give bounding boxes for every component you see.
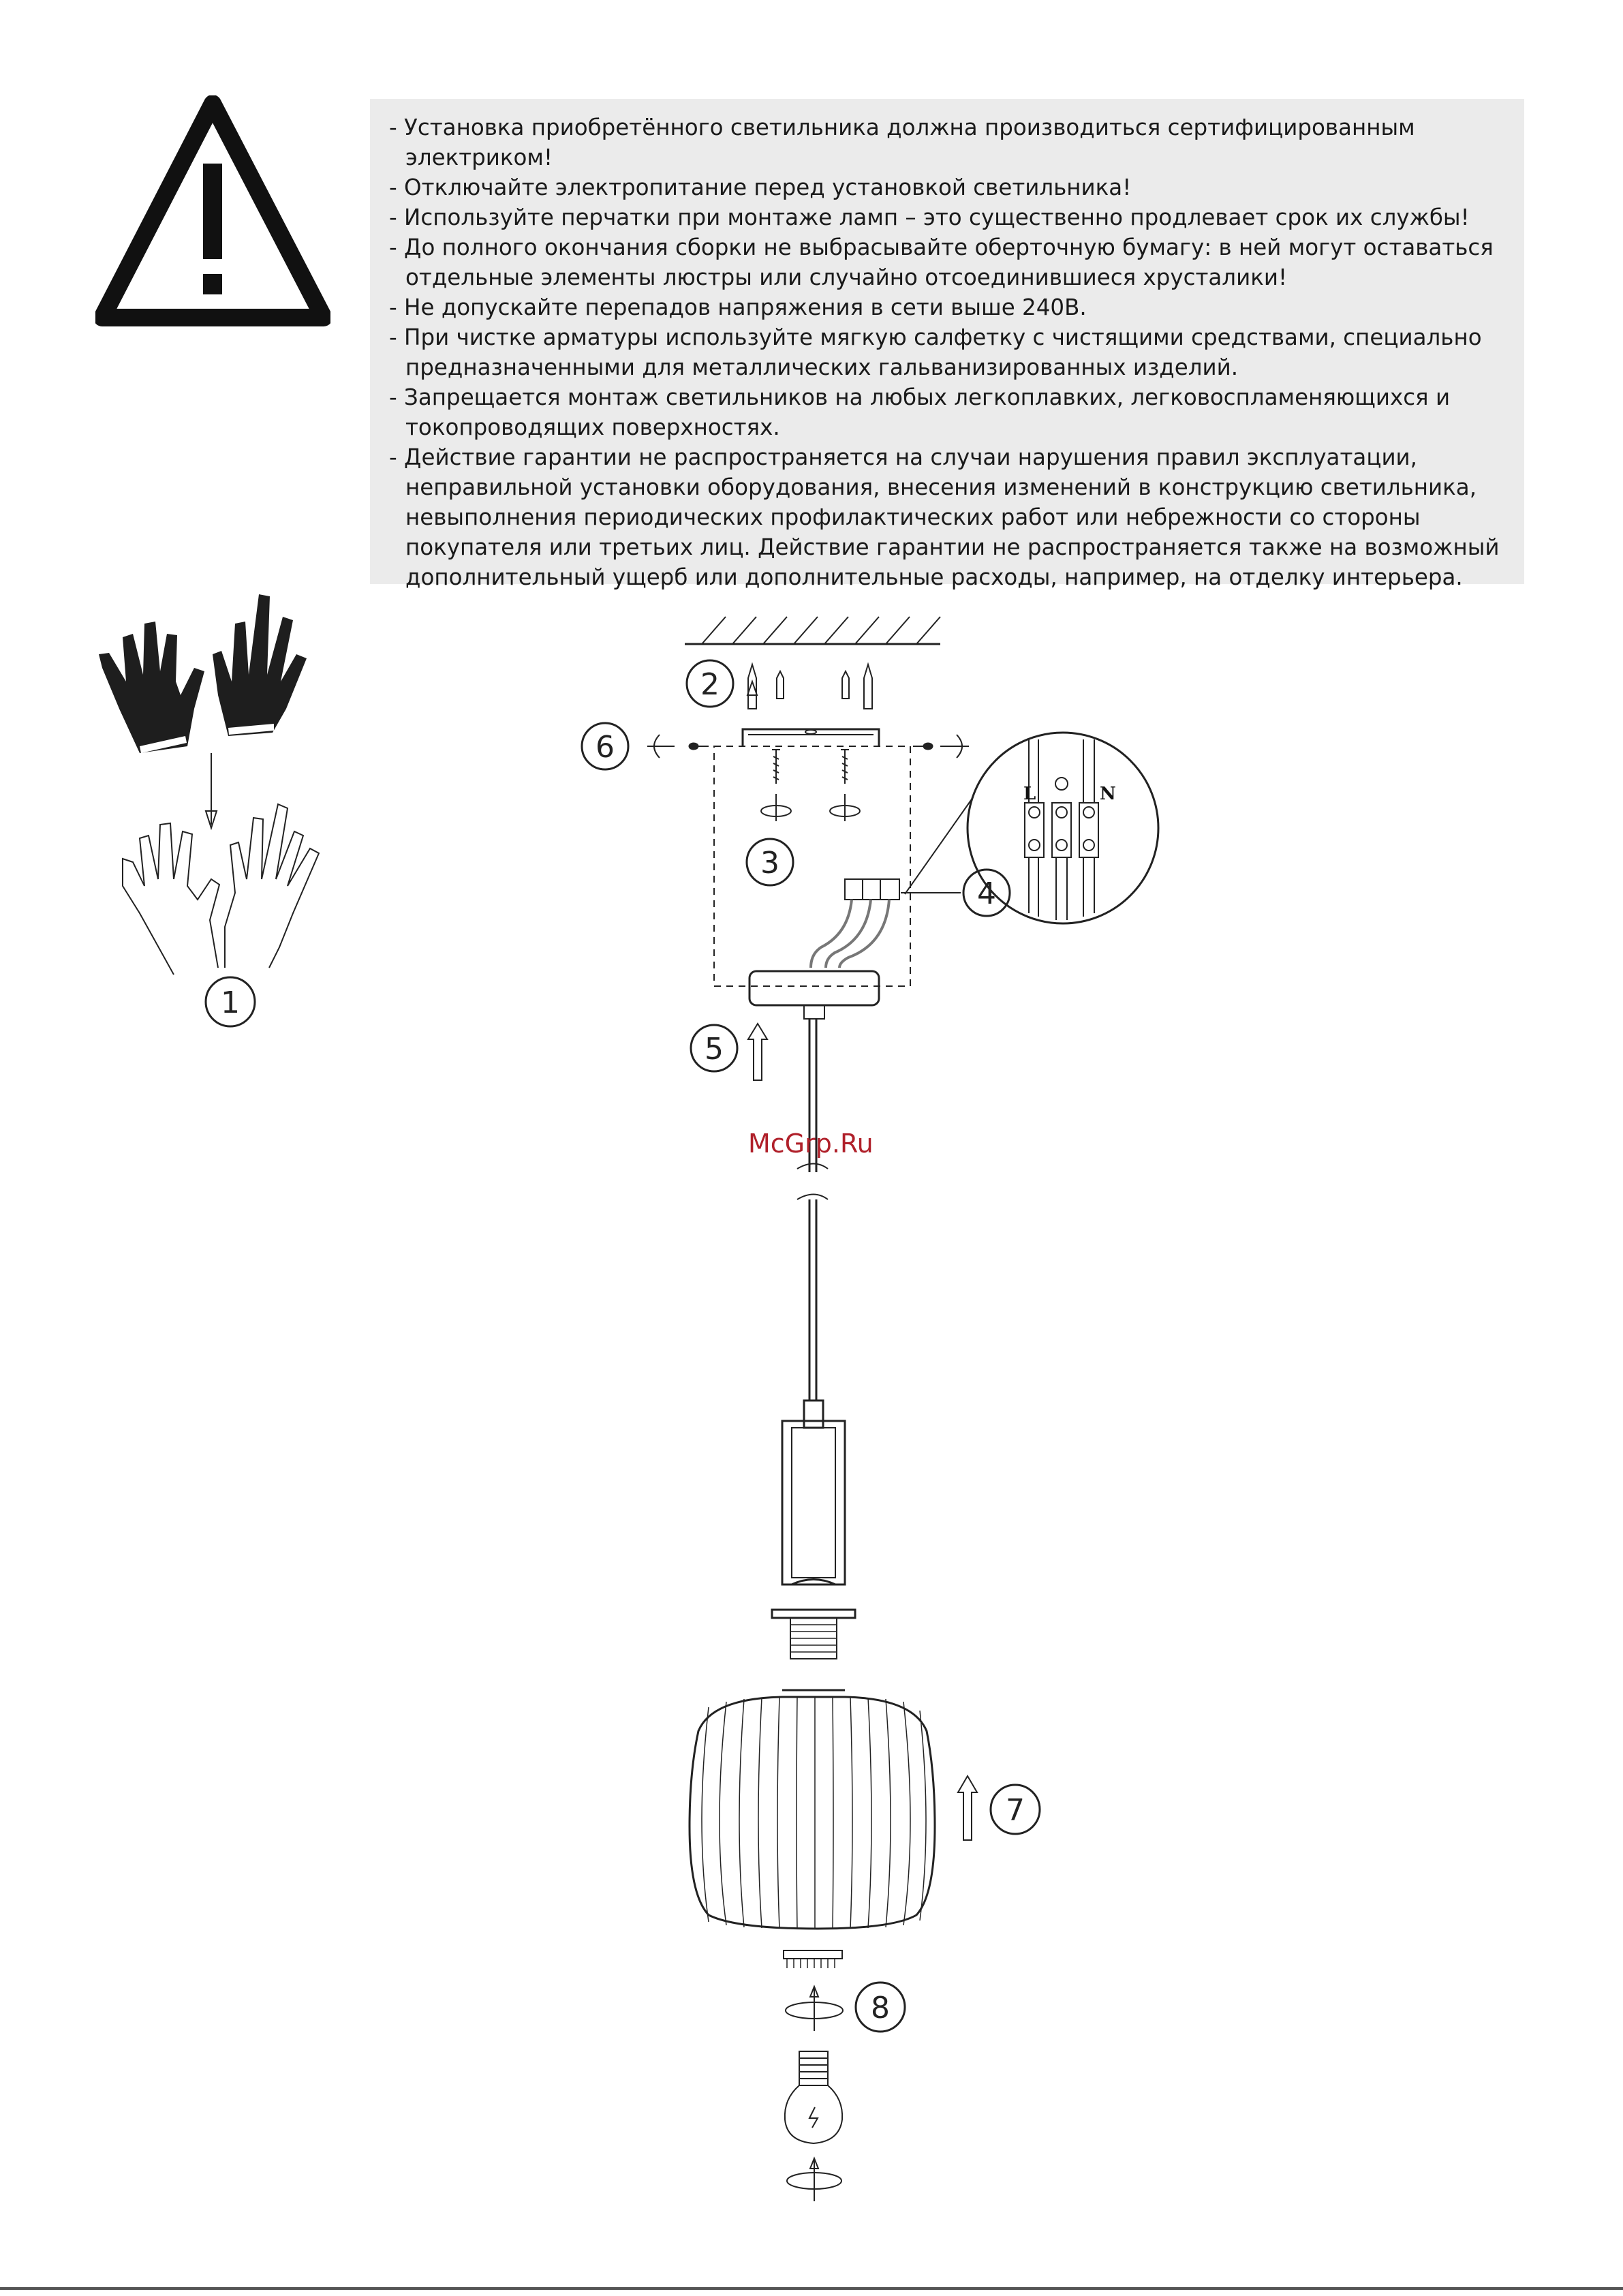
watermark: McGrp.Ru [748, 1129, 874, 1159]
safety-note: - Не допускайте перепадов напряжения в сети выше 240В. [389, 294, 1087, 320]
step-5-label: 5 [705, 1032, 724, 1067]
step-4-label: 4 [977, 876, 996, 911]
step-7-label: 7 [1006, 1793, 1025, 1828]
safety-note: - Действие гарантии не распространяется на случаи нарушения правил эксплуатации, неправильной установки оборудования, внесения изменений в конструкцию светильника, невыполнения периодических профилактических работ или небрежности со стороны покупателя или третьих лиц. Действие гарантии не распространяется также на возможный дополнительный ущерб или дополнительные расходы, например, на отделку интерьера. [389, 444, 1506, 590]
step-2-label: 2 [700, 667, 720, 702]
safety-note: - Отключайте электропитание перед установкой светильника! [389, 174, 1132, 200]
safety-note: - Запрещается монтаж светильников на любых легкоплавких, легковоспламеняющихся и токопроводящих поверхностях. [389, 384, 1457, 440]
safety-note: - До полного окончания сборки не выбрасывайте оберточную бумагу: в ней могут оставаться отдельные элементы люстры или случайно отсоединившиеся хрусталики! [389, 234, 1501, 290]
gloved-hands-icon [99, 594, 307, 753]
safety-note: - Используйте перчатки при монтаже ламп – это существенно продлевает срок их службы! [389, 204, 1470, 230]
step-8-label: 8 [871, 1991, 890, 2025]
bare-hands-icon [123, 804, 319, 975]
step-3-label: 3 [760, 846, 779, 881]
step-1-label: 1 [221, 985, 240, 1020]
step-6-label: 6 [596, 730, 615, 765]
page-divider [0, 2287, 1623, 2290]
safety-note: - При чистке арматуры используйте мягкую салфетку с чистящими средствами, специально предназначенными для металлических гальванизированных изделий. [389, 324, 1489, 380]
safety-note: - Установка приобретённого светильника должна производиться сертифицированным электриком! [389, 114, 1422, 170]
neutral-terminal-label: N [1100, 784, 1116, 804]
live-terminal-label: L [1023, 784, 1036, 804]
light-bulb-icon [785, 2051, 842, 2143]
